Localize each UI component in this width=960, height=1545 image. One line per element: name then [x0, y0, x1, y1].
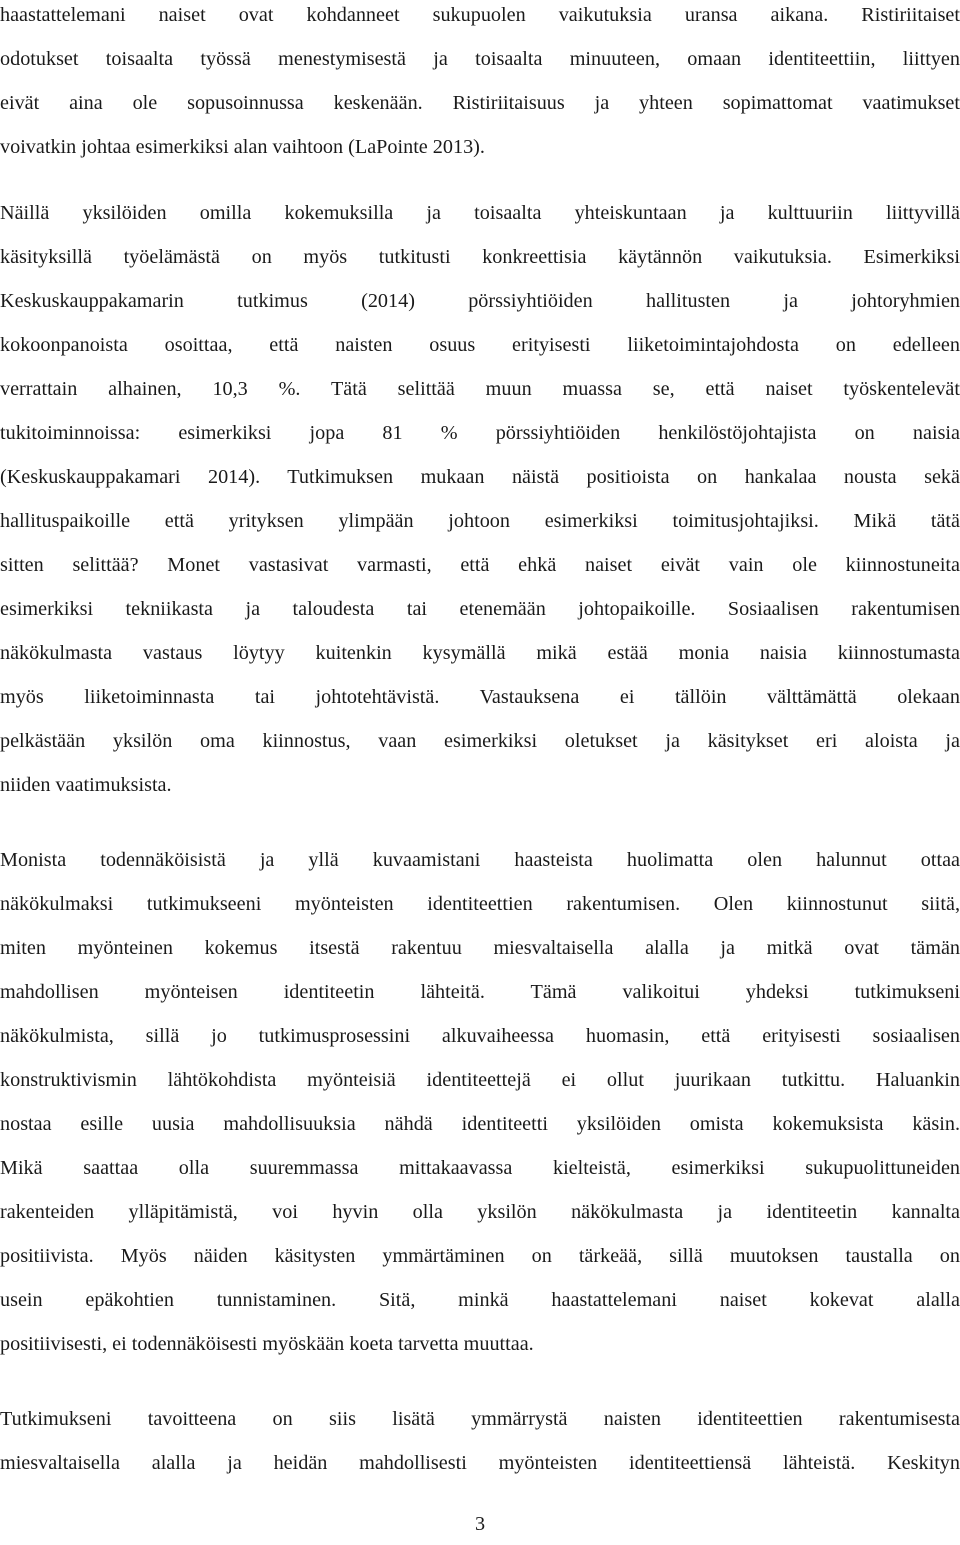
text-line: miesvaltaisella alalla ja heidän mahdollisesti myönteisten identiteettiensä lähteistä. Keskityn	[0, 1452, 960, 1474]
text-line: Monista todennäköisistä ja yllä kuvaamistani haasteista huolimatta olen halunnut ottaa	[0, 849, 960, 871]
text-line: näkökulmasta vastaus löytyy kuitenkin kysymällä mikä estää monia naisia kiinnostumasta	[0, 642, 960, 664]
text-line: eivät aina ole sopusoinnussa keskenään. Ristiriitaisuus ja yhteen sopimattomat vaatimukset	[0, 92, 960, 114]
page-number: 3	[474, 1513, 486, 1535]
text-line: verrattain alhainen, 10,3 %. Tätä selittää muun muassa se, että naiset työskentelevät	[0, 378, 960, 400]
text-line: näkökulmaksi tutkimukseeni myönteisten identiteettien rakentumisen. Olen kiinnostunut siitä,	[0, 893, 960, 915]
text-line: (Keskuskauppakamari 2014). Tutkimuksen mukaan näistä positioista on hankalaa nousta sekä	[0, 466, 960, 488]
text-line: myös liiketoiminnasta tai johtotehtävistä. Vastauksena ei tällöin välttämättä olekaan	[0, 686, 960, 708]
text-line: hallituspaikoille että yrityksen ylimpään johtoon esimerkiksi toimitusjohtajiksi. Mikä tätä	[0, 510, 960, 532]
text-line: käsityksillä työelämästä on myös tutkitusti konkreettisia käytännön vaikutuksia. Esimerkiksi	[0, 246, 960, 268]
text-line: niiden vaatimuksista.	[0, 774, 172, 796]
text-line: esimerkiksi tekniikasta ja taloudesta tai etenemään johtopaikoille. Sosiaalisen rakentumisen	[0, 598, 960, 620]
text-line: miten myönteinen kokemus itsestä rakentuu miesvaltaisella alalla ja mitkä ovat tämän	[0, 937, 960, 959]
text-line: rakenteiden ylläpitämistä, voi hyvin olla yksilön näkökulmasta ja identiteetin kannalta	[0, 1201, 960, 1223]
text-line: odotukset toisaalta työssä menestymisestä ja toisaalta minuuteen, omaan identiteettiin, liittyen	[0, 48, 960, 70]
text-line: pelkästään yksilön oma kiinnostus, vaan esimerkiksi oletukset ja käsitykset eri aloista ja	[0, 730, 960, 752]
text-line: positiivisesti, ei todennäköisesti myöskään koeta tarvetta muuttaa.	[0, 1333, 534, 1355]
text-line: mahdollisen myönteisen identiteetin lähteitä. Tämä valikoitui yhdeksi tutkimukseni	[0, 981, 960, 1003]
paragraph-4	[0, 1397, 960, 1485]
text-line: positiivista. Myös näiden käsitysten ymmärtäminen on tärkeää, sillä muutoksen taustalla on	[0, 1245, 960, 1267]
text-line: Keskuskauppakamarin tutkimus (2014) pörssiyhtiöiden hallitusten ja johtoryhmien	[0, 290, 960, 312]
text-line: voivatkin johtaa esimerkiksi alan vaihtoon (LaPointe 2013).	[0, 136, 485, 158]
text-line: Mikä saattaa olla suuremmassa mittakaavassa kielteistä, esimerkiksi sukupuolittuneiden	[0, 1157, 960, 1179]
paragraph-3	[0, 838, 960, 1366]
text-line: usein epäkohtien tunnistaminen. Sitä, minkä haastattelemani naiset kokevat alalla	[0, 1289, 960, 1311]
text-line: sitten selittää? Monet vastasivat varmasti, että ehkä naiset eivät vain ole kiinnostuneita	[0, 554, 960, 576]
text-line: kokoonpanoista osoittaa, että naisten osuus erityisesti liiketoimintajohdosta on edelleen	[0, 334, 960, 356]
text-line: Näillä yksilöiden omilla kokemuksilla ja toisaalta yhteiskuntaan ja kulttuuriin liittyvillä	[0, 202, 960, 224]
paragraph-1	[0, 0, 960, 169]
text-line: Tutkimukseni tavoitteena on siis lisätä ymmärrystä naisten identiteettien rakentumisesta	[0, 1408, 960, 1430]
text-line: konstruktivismin lähtökohdista myönteisiä identiteettejä ei ollut juurikaan tutkittu. Haluankin	[0, 1069, 960, 1091]
text-line: näkökulmista, sillä jo tutkimusprosessini alkuvaiheessa huomasin, että erityisesti sosiaalisen	[0, 1025, 960, 1047]
paragraph-2	[0, 191, 960, 807]
text-line: nostaa esille uusia mahdollisuuksia nähdä identiteetti yksilöiden omista kokemuksista käsin.	[0, 1113, 960, 1135]
text-line: haastattelemani naiset ovat kohdanneet sukupuolen vaikutuksia uransa aikana. Ristiriitaiset	[0, 4, 960, 26]
text-line: tukitoiminnoissa: esimerkiksi jopa 81 % pörssiyhtiöiden henkilöstöjohtajista on naisia	[0, 422, 960, 444]
